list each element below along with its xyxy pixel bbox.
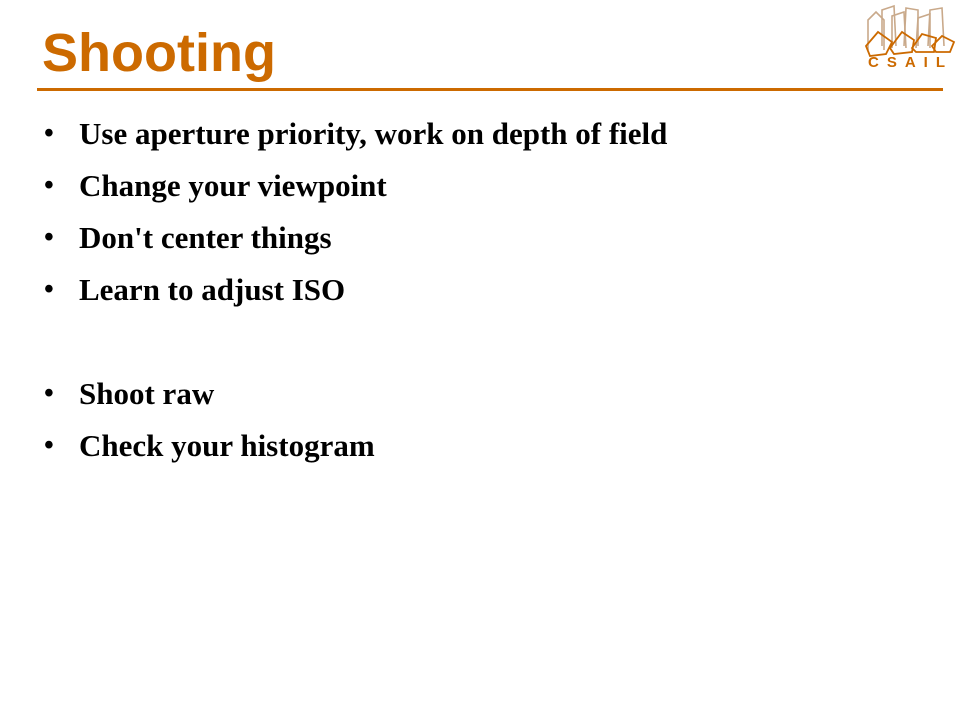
bullet-point-icon: •: [44, 170, 54, 201]
bullet-text: Change your viewpoint: [79, 168, 387, 203]
slide-title: Shooting: [42, 23, 276, 83]
bullet-list: [0, 112, 900, 476]
bullet-item: [0, 268, 900, 320]
bullet-point-icon: •: [44, 430, 54, 461]
bullet-text: Use aperture priority, work on depth of field: [79, 116, 668, 151]
bullet-point-icon: •: [44, 118, 54, 149]
bullet-item: [0, 372, 900, 424]
bullet-text: Shoot raw: [79, 376, 215, 411]
bullet-point-icon: •: [44, 378, 54, 409]
bullet-item: [0, 112, 900, 164]
bullet-item: [0, 216, 900, 268]
bullet-text: Learn to adjust ISO: [79, 272, 346, 307]
bullet-point-icon: •: [44, 274, 54, 305]
bullet-item: [0, 424, 900, 476]
bullet-text: Don't center things: [79, 220, 332, 255]
title-underline: [37, 88, 943, 91]
bullet-item: [0, 164, 900, 216]
bullet-text: Check your histogram: [79, 428, 375, 463]
bullet-point-icon: •: [44, 222, 54, 253]
logo-text: CSAIL: [868, 54, 953, 71]
